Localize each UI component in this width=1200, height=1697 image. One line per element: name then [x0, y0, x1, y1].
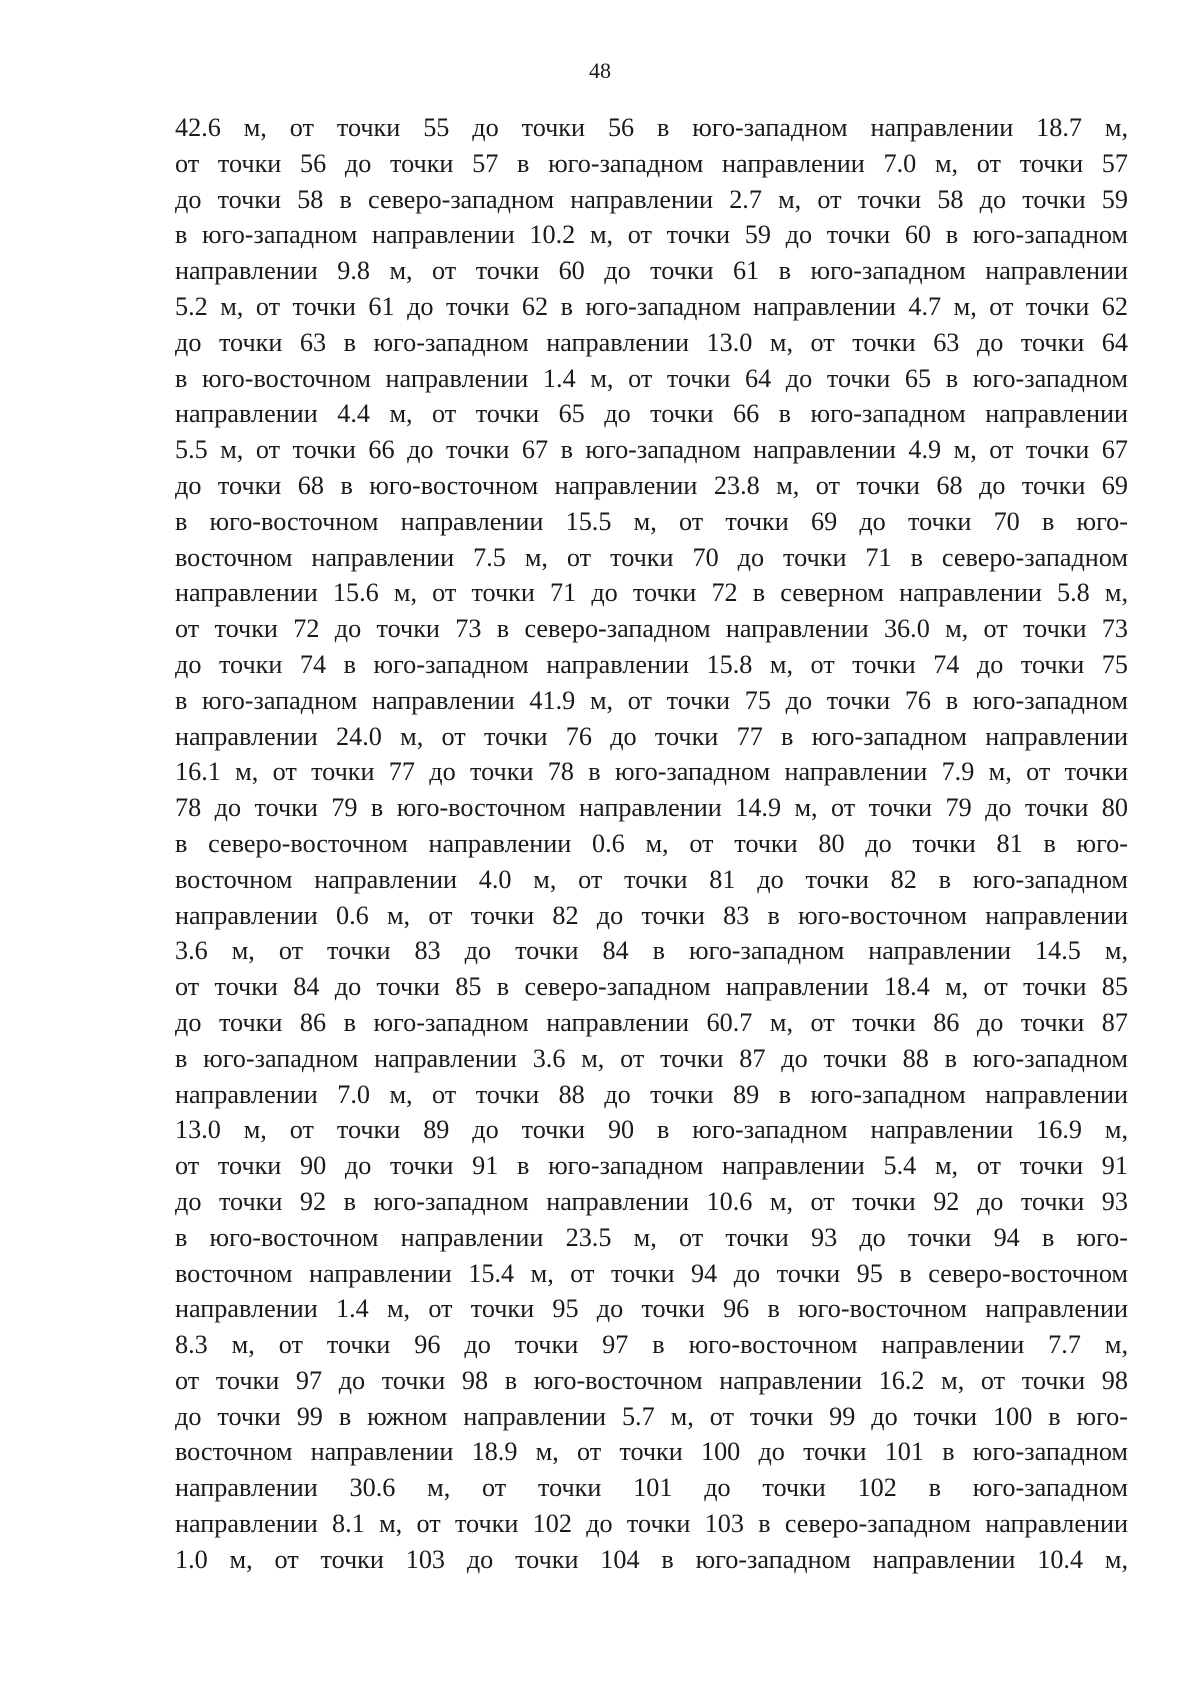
text-line: 42.6 м, от точки 55 до точки 56 в юго-западном направлении 18.7 м,: [175, 113, 1128, 142]
text-line: 5.5 м, от точки 66 до точки 67 в юго-западном направлении 4.9 м, от точки 67: [175, 435, 1128, 465]
text-line: в юго-западном направлении 41.9 м, от точки 75 до точки 76 в юго-западном: [175, 685, 1128, 715]
text-line: до точки 74 в юго-западном направлении 15.8 м, от точки 74 до точки 75: [175, 649, 1128, 679]
body-paragraph: [175, 110, 1128, 1578]
text-line: до точки 68 в юго-восточном направлении 23.8 м, от точки 68 до точки 69: [175, 470, 1128, 500]
text-line: от точки 84 до точки 85 в северо-западном направлении 18.4 м, от точки 85: [175, 972, 1128, 1002]
text-line: направлении 24.0 м, от точки 76 до точки 77 в юго-западном направлении: [175, 721, 1128, 751]
text-line: направлении 0.6 м, от точки 82 до точки 83 в юго-восточном направлении: [175, 900, 1128, 930]
text-line: направлении 8.1 м, от точки 102 до точки 103 в северо-западном направлении: [175, 1509, 1128, 1539]
text-line: до точки 86 в юго-западном направлении 60.7 м, от точки 86 до точки 87: [175, 1007, 1128, 1037]
text-line: 1.0 м, от точки 103 до точки 104 в юго-западном направлении 10.4 м,: [175, 1544, 1128, 1574]
text-line: в юго-западном направлении 10.2 м, от точки 59 до точки 60 в юго-западном: [175, 220, 1128, 250]
text-line: 78 до точки 79 в юго-восточном направлении 14.9 м, от точки 79 до точки 80: [175, 793, 1128, 823]
text-line: в северо-восточном направлении 0.6 м, от точки 80 до точки 81 в юго-: [175, 828, 1128, 858]
text-line: восточном направлении 4.0 м, от точки 81 до точки 82 в юго-западном: [175, 864, 1128, 894]
text-line: до точки 92 в юго-западном направлении 10.6 м, от точки 92 до точки 93: [175, 1186, 1128, 1216]
text-line: направлении 30.6 м, от точки 101 до точки 102 в юго-западном: [175, 1473, 1128, 1503]
text-line: направлении 1.4 м, от точки 95 до точки 96 в юго-восточном направлении: [175, 1294, 1128, 1324]
text-line: до точки 63 в юго-западном направлении 13.0 м, от точки 63 до точки 64: [175, 327, 1128, 357]
text-line: в юго-западном направлении 3.6 м, от точки 87 до точки 88 в юго-западном: [175, 1043, 1128, 1073]
text-line: в юго-восточном направлении 1.4 м, от точки 64 до точки 65 в юго-западном: [175, 363, 1128, 393]
text-line: направлении 4.4 м, от точки 65 до точки 66 в юго-западном направлении: [175, 399, 1128, 429]
text-line: 16.1 м, от точки 77 до точки 78 в юго-западном направлении 7.9 м, от точки: [175, 757, 1128, 787]
text-line: в юго-восточном направлении 15.5 м, от точки 69 до точки 70 в юго-: [175, 506, 1128, 536]
text-line: восточном направлении 15.4 м, от точки 94 до точки 95 в северо-восточном: [175, 1258, 1128, 1288]
text-line: направлении 15.6 м, от точки 71 до точки 72 в северном направлении 5.8 м,: [175, 578, 1128, 608]
text-line: восточном направлении 18.9 м, от точки 100 до точки 101 в юго-западном: [175, 1437, 1128, 1467]
page-number: 48: [589, 58, 611, 83]
text-line: направлении 7.0 м, от точки 88 до точки 89 в юго-западном направлении: [175, 1079, 1128, 1109]
text-line: 5.2 м, от точки 61 до точки 62 в юго-западном направлении 4.7 м, от точки 62: [175, 291, 1128, 321]
text-line: 13.0 м, от точки 89 до точки 90 в юго-западном направлении 16.9 м,: [175, 1115, 1128, 1145]
text-line: от точки 90 до точки 91 в юго-западном направлении 5.4 м, от точки 91: [175, 1151, 1128, 1181]
text-line: до точки 58 в северо-западном направлении 2.7 м, от точки 58 до точки 59: [175, 184, 1128, 214]
text-line: 3.6 м, от точки 83 до точки 84 в юго-западном направлении 14.5 м,: [175, 936, 1128, 966]
text-line: 8.3 м, от точки 96 до точки 97 в юго-восточном направлении 7.7 м,: [175, 1330, 1128, 1360]
text-line: от точки 56 до точки 57 в юго-западном направлении 7.0 м, от точки 57: [175, 148, 1128, 178]
text-line: восточном направлении 7.5 м, от точки 70 до точки 71 в северо-западном: [175, 542, 1128, 572]
text-line: направлении 9.8 м, от точки 60 до точки 61 в юго-западном направлении: [175, 256, 1128, 286]
text-line: от точки 72 до точки 73 в северо-западном направлении 36.0 м, от точки 73: [175, 614, 1128, 644]
text-line: от точки 97 до точки 98 в юго-восточном направлении 16.2 м, от точки 98: [175, 1365, 1128, 1395]
text-line: в юго-восточном направлении 23.5 м, от точки 93 до точки 94 в юго-: [175, 1222, 1128, 1252]
text-line: до точки 99 в южном направлении 5.7 м, от точки 99 до точки 100 в юго-: [175, 1401, 1128, 1431]
